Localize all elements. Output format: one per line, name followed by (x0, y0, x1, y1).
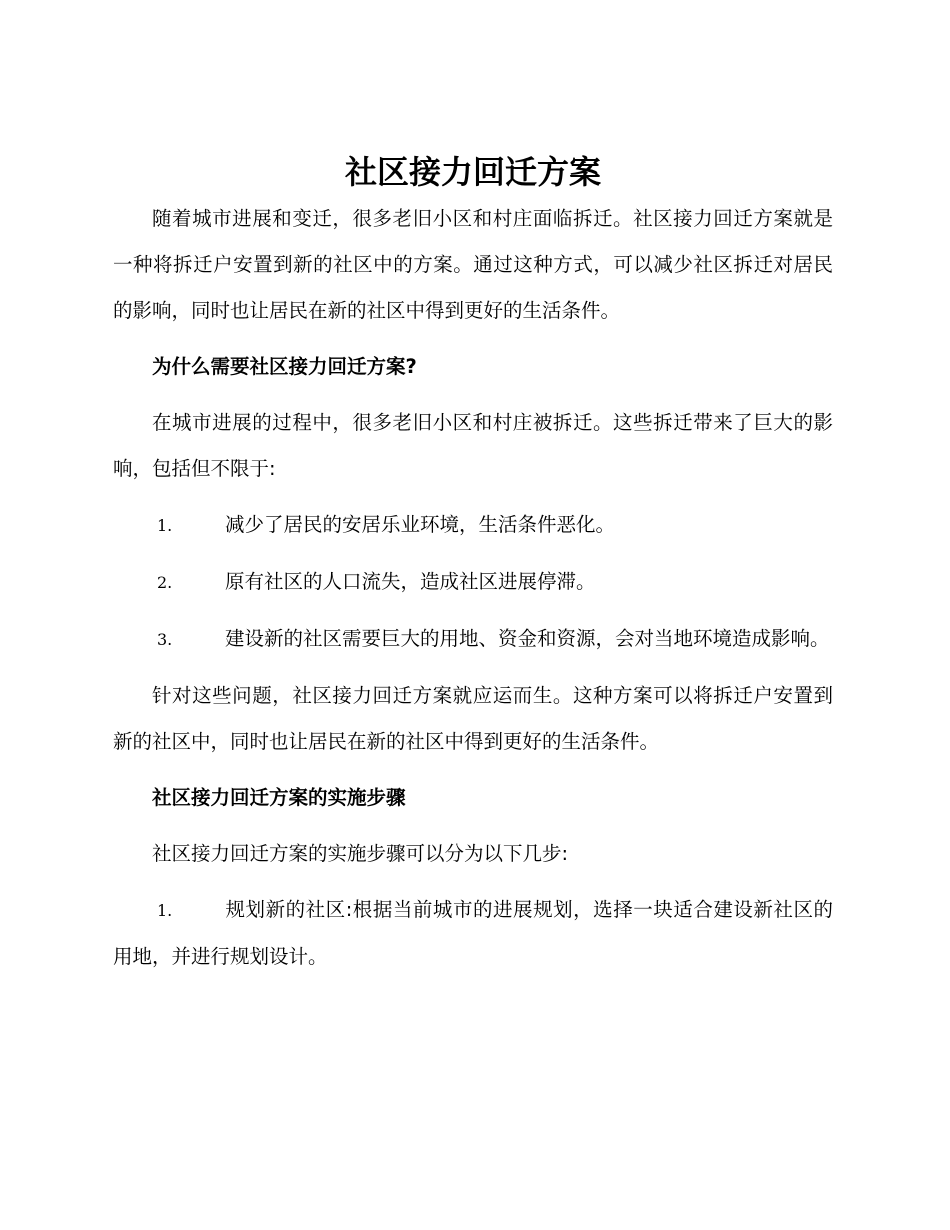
list-item-number: 2. (157, 573, 173, 592)
document-title: 社区接力回迁方案 (344, 153, 601, 191)
list-item (113, 502, 833, 549)
list-item-text: 减少了居民的安居乐业环境，生活条件恶化。 (225, 513, 616, 536)
section-heading-steps: 社区接力回迁方案的实施步骤 (152, 786, 406, 809)
section1-paragraph-2: 针对这些问题，社区接力回迁方案就应运而生。这种方案可以将拆迁户安置到新的社区中，同时也让居民在新的社区中得到更好的生活条件。 (113, 684, 833, 753)
section-heading-why: 为什么需要社区接力回迁方案? (152, 355, 417, 378)
list-item-number: 3. (157, 630, 173, 649)
section2-paragraph-1: 社区接力回迁方案的实施步骤可以分为以下几步: (152, 842, 569, 865)
list-item-number: 1. (157, 901, 173, 920)
list-item (113, 887, 833, 980)
list-item (113, 616, 833, 663)
list-item-number: 1. (157, 516, 173, 535)
intro-paragraph: 随着城市进展和变迁，很多老旧小区和村庄面临拆迁。社区接力回迁方案就是一种将拆迁户安置到新的社区中的方案。通过这种方式，可以减少社区拆迁对居民的影响，同时也让居民在新的社区中得到更好的生活条件。 (113, 207, 833, 322)
list-item-text: 规划新的社区:根据当前城市的进展规划，选择一块适合建设新社区的用地，并进行规划设计。 (113, 898, 833, 968)
document-page (113, 146, 833, 990)
section1-paragraph-1: 在城市进展的过程中，很多老旧小区和村庄被拆迁。这些拆迁带来了巨大的影响，包括但不限于: (113, 411, 833, 480)
list-item-text: 建设新的社区需要巨大的用地、资金和资源，会对当地环境造成影响。 (225, 627, 830, 650)
list-item (113, 559, 833, 606)
list-item-text: 原有社区的人口流失，造成社区进展停滞。 (225, 570, 596, 593)
